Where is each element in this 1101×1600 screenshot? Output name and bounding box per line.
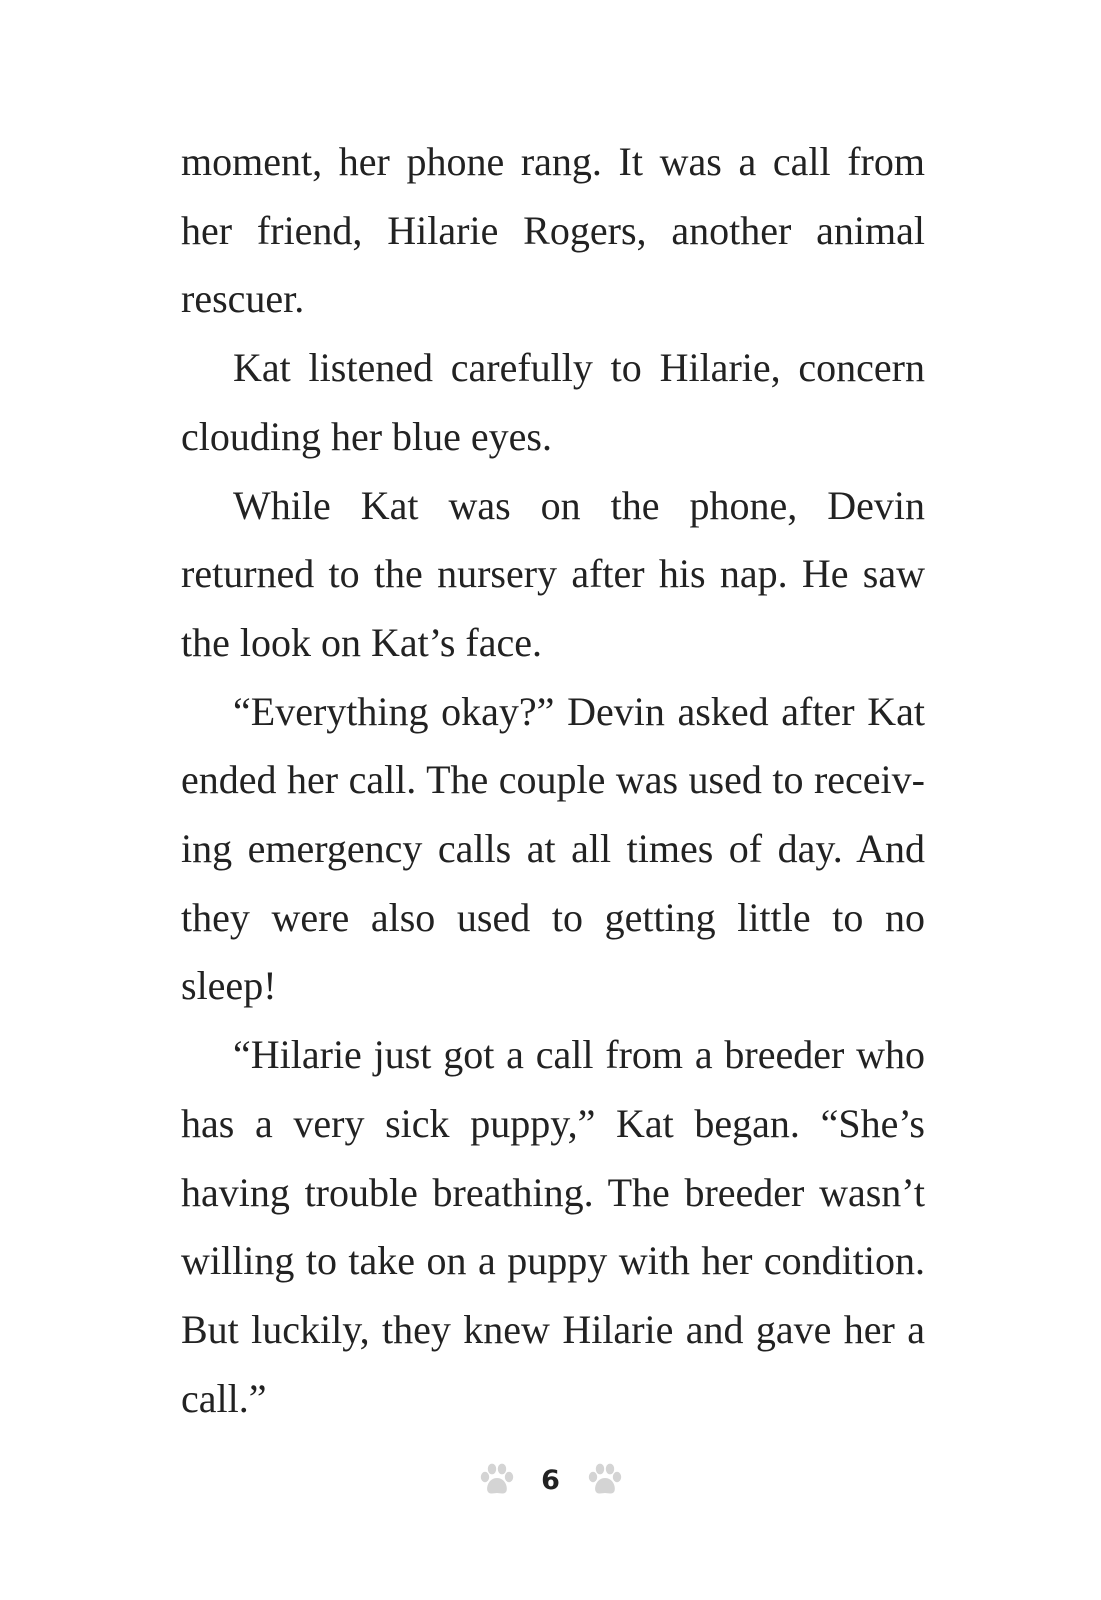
paragraph: “Hilarie just got a call from a breeder who has a very sick puppy,” Kat began. “She’s having trouble breathing. The breeder wasn’t willing to take on a puppy with her condition. But luckily, they knew Hilarie and gave her a call.” (181, 1032, 925, 1421)
paw-print-icon (477, 1460, 517, 1500)
paw-print-icon (585, 1460, 625, 1500)
paragraph: “Everything okay?” Devin asked after Kat ended her call. The couple was used to receiving emergency calls at all times of day. And they were also used to getting little to no sleep! (181, 688, 925, 1009)
paragraph-continued: moment, her phone rang. It was a call from her friend, Hilarie Rogers, another animal rescuer. (181, 139, 925, 322)
page-footer (0, 1455, 1101, 1505)
body-text (181, 128, 925, 1433)
paragraph: Kat listened carefully to Hilarie, concern clouding her blue eyes. (181, 345, 925, 459)
paragraph: While Kat was on the phone, Devin returned to the nursery after his nap. He saw the look on Kat’s face. (181, 482, 925, 665)
page-number: 6 (541, 1464, 560, 1496)
